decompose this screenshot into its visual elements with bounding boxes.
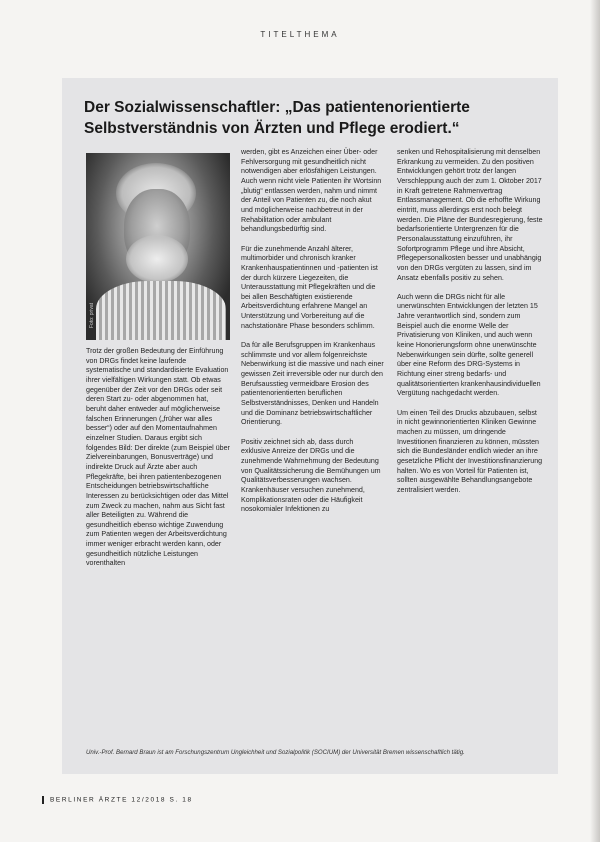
author-portrait-photo (86, 153, 230, 340)
text-column-2 (241, 148, 384, 525)
section-label: TITELTHEMA (260, 30, 340, 39)
paragraph: Trotz der großen Bedeutung der Einführung von DRGs findet keine laufende systematische und standardisierte Evaluation ihrer vielfältigen Wirkungen statt. Ob etwas gegenüber der Zeit vor den DRGs oder seit deren Start zu- oder abgenommen hat, beruht daher entweder auf möglicherweise falschen Erinnerungen („früher war alles besser“) oder auf den Momentaufnahmen einzelner Studien. Daraus ergibt sich folgendes Bild: Der direkte (zum Beispiel über Zielvereinbarungen, Bonusverträge) und indirekte Druck auf Ärzte aber auch Pflegekräfte, bei ihren patientenbezogenen Entscheidungen betriebswirtschaftliche Interessen zu berücksichtigen oder das Mittel zum Zweck zu machen, nahm aus Sicht fast aller Beteiligten zu. Während die gesundheitlich ebenso wichtige Zuwendung zum Patienten wegen der Arbeitsverdichtung immer weniger erbracht werden kann, oder gesundheitlich nützliche Leistungen vorenthalten (86, 347, 230, 568)
paragraph: Auch wenn die DRGs nicht für alle unerwünschten Entwicklungen der letzten 15 Jahre verantwortlich sind, sondern zum Beispiel auch die enorme Welle der Privatisierung von Kliniken, und auch wenn keine Honorierungsform ohne unerwünschte Nebenwirkungen sein dürfte, sollte generell über eine Reform des DRG-Systems in Richtung einer streng bedarfs- und qualitätsorientierten krankenhausindividuellen Vergütung nachgedacht werden. (397, 292, 541, 398)
photo-shirt (96, 281, 226, 340)
paragraph: Da für alle Berufsgruppen im Krankenhaus schlimmste und vor allem folgenreichste Nebenwirkung ist die massive und nach einer gewissen Zeit irreversible oder nur durch den Berufsausstieg vermeidbare Erosion des patientenorientierten beruflichen Selbstverständnisses, Denken und Handeln und die Dominanz betriebswirtschaftlicher Orientierung. (241, 341, 384, 427)
footer-bar-icon (42, 796, 44, 804)
paragraph: senken und Rehospitalisierung mit denselben Erkrankung zu vermeiden. Zu den positiven Entwicklungen gehört trotz der langen Verschleppung auch der zum 1. Oktober 2017 in Kraft getretene Rahmenvertrag Entlassmanagement. Ob die erhoffte Wirkung eintritt, muss allerdings erst noch belegt werden. Die Pläne der Bundesregierung, feste bedarfsorientierte Untergrenzen für die Personalausstattung einzuführen, ihr Sofortprogramm Pflege und ihre Absicht, Pflegepersonalkosten besser und unabhängig von den DRGs vergüten zu lassen, sind im Ansatz ebenfalls positiv zu sehen. (397, 148, 543, 282)
page-footer (42, 796, 193, 804)
footer-text: BERLINER ÄRZTE 12/2018 S. 18 (50, 796, 193, 804)
photo-credit: Foto: privat (89, 303, 95, 329)
paragraph: werden, gibt es Anzeichen einer Über- oder Fehlversorgung mit gesundheitlich nicht notwendigen aber erlösfähigen Leistungen. Auch wenn nicht viele Patienten ihr Wortsinn „blutig“ entlassen werden, nahm und nimmt der Anteil von Patienten zu, die noch akut und möglicherweise nachbetreut in der Rehabilitation oder ambulant behandlungsbedürftig sind. (241, 148, 382, 234)
text-column-3 (397, 148, 544, 505)
text-column-1 (86, 347, 230, 579)
paragraph: Um einen Teil des Drucks abzubauen, selbst in nicht gewinnorientierten Kliniken Gewinne machen zu müssen, um dringende Investitionen finanzieren zu können, müssten sich die Bundesländer endlich wieder an ihre gesetzliche Pflicht der Investitionsfinanzierung halten. Wo es von Vorteil für Patienten ist, sollten ausgewählte Behandlungsangebote zentralisiert werden. (397, 408, 543, 494)
paragraph: Positiv zeichnet sich ab, dass durch exklusive Anreize der DRGs und die zunehmende Wahrnehmung der Bedeutung von Qualitätssicherung die Bemühungen um Qualitätsverbesserungen wachsen. Krankenhäuser versuchen zunehmend, Komplikationsraten oder die Häufigkeit nosokomialer Infektionen zu (241, 437, 381, 514)
page-edge-shadow (590, 0, 600, 842)
article-headline: Der Sozialwissenschaftler: „Das patientenorientierte Selbstverständnis von Ärzten und Pflege erodiert.“ (84, 99, 470, 137)
paragraph: Für die zunehmende Anzahl älterer, multimorbider und chronisch kranker Krankenhauspatientinnen und -patienten ist der durch kürzere Liegezeiten, die Unterausstattung mit Pflegekräften und die bei allen Beschäftigten existierende Arbeitsverdichtung erfahrene Mangel an Unterstützung und Vorbereitung auf die nachstationäre Phase besonders schlimm. (241, 244, 378, 330)
photo-caption: Univ.-Prof. Bernard Braun ist am Forschungszentrum Ungleichheit und Sozialpolitik (SOCIUM) der Universität Bremen wissenschaftlich tätig. (86, 749, 465, 756)
photo-beard (126, 235, 188, 283)
